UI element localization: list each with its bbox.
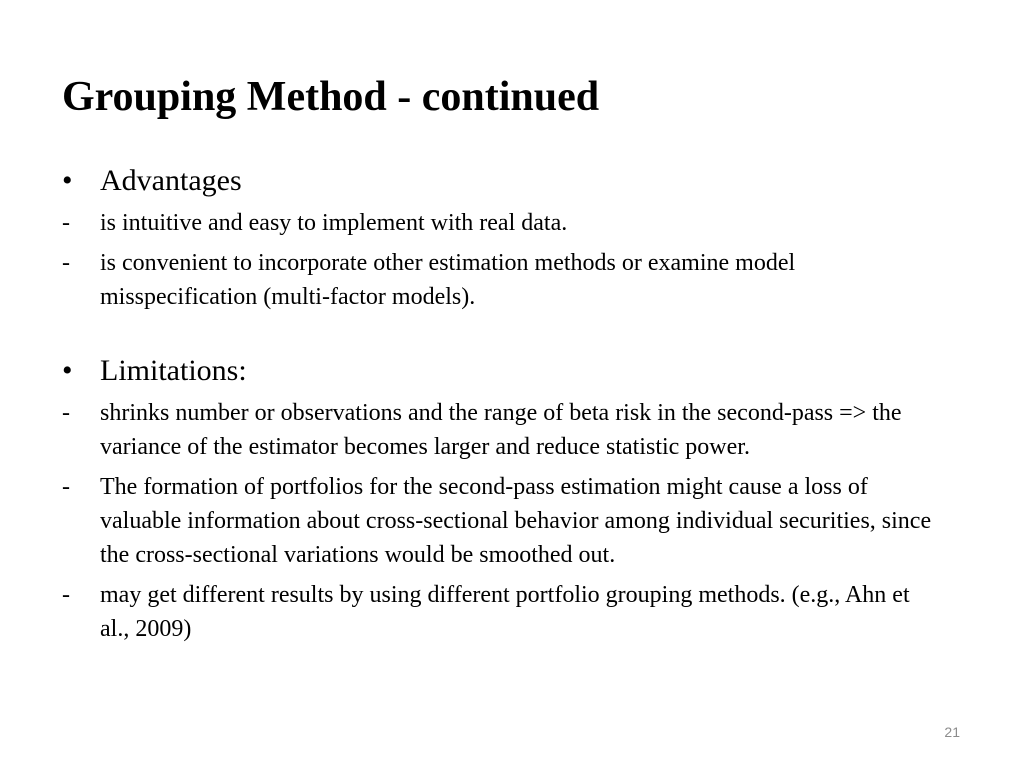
- list-item: [62, 246, 942, 314]
- section-heading-limitations: Limitations:: [100, 354, 247, 387]
- list-item: [62, 470, 942, 572]
- section-heading-advantages: Advantages: [100, 164, 242, 197]
- dash-icon: -: [62, 474, 70, 500]
- list-item-text: The formation of portfolios for the second-pass estimation might cause a loss of valuable information about cross-sectional behavior among individual securities, since the cross-sectional variations would be smoothed out.: [100, 474, 932, 568]
- bullet-limitations: [62, 352, 942, 390]
- list-item-text: may get different results by using different portfolio grouping methods. (e.g., Ahn et al., 2009): [100, 582, 910, 642]
- list-item: [62, 578, 942, 646]
- slide-title: Grouping Method - continued: [62, 74, 600, 120]
- list-item: [62, 396, 942, 464]
- dash-icon: -: [62, 582, 70, 608]
- list-item-text: is intuitive and easy to implement with real data.: [100, 210, 568, 236]
- list-item: [62, 206, 942, 240]
- list-item-text: is convenient to incorporate other estimation methods or examine model misspecification (multi-factor models).: [100, 250, 796, 310]
- bullet-icon: •: [62, 164, 73, 197]
- dash-icon: -: [62, 210, 70, 236]
- page-number: 21: [944, 724, 960, 740]
- dash-icon: -: [62, 250, 70, 276]
- list-item-text: shrinks number or observations and the range of beta risk in the second-pass => the variance of the estimator becomes larger and reduce statistic power.: [100, 400, 902, 460]
- bullet-icon: •: [62, 354, 73, 387]
- bullet-advantages: [62, 162, 942, 200]
- dash-icon: -: [62, 400, 70, 426]
- slide-content: [62, 162, 942, 646]
